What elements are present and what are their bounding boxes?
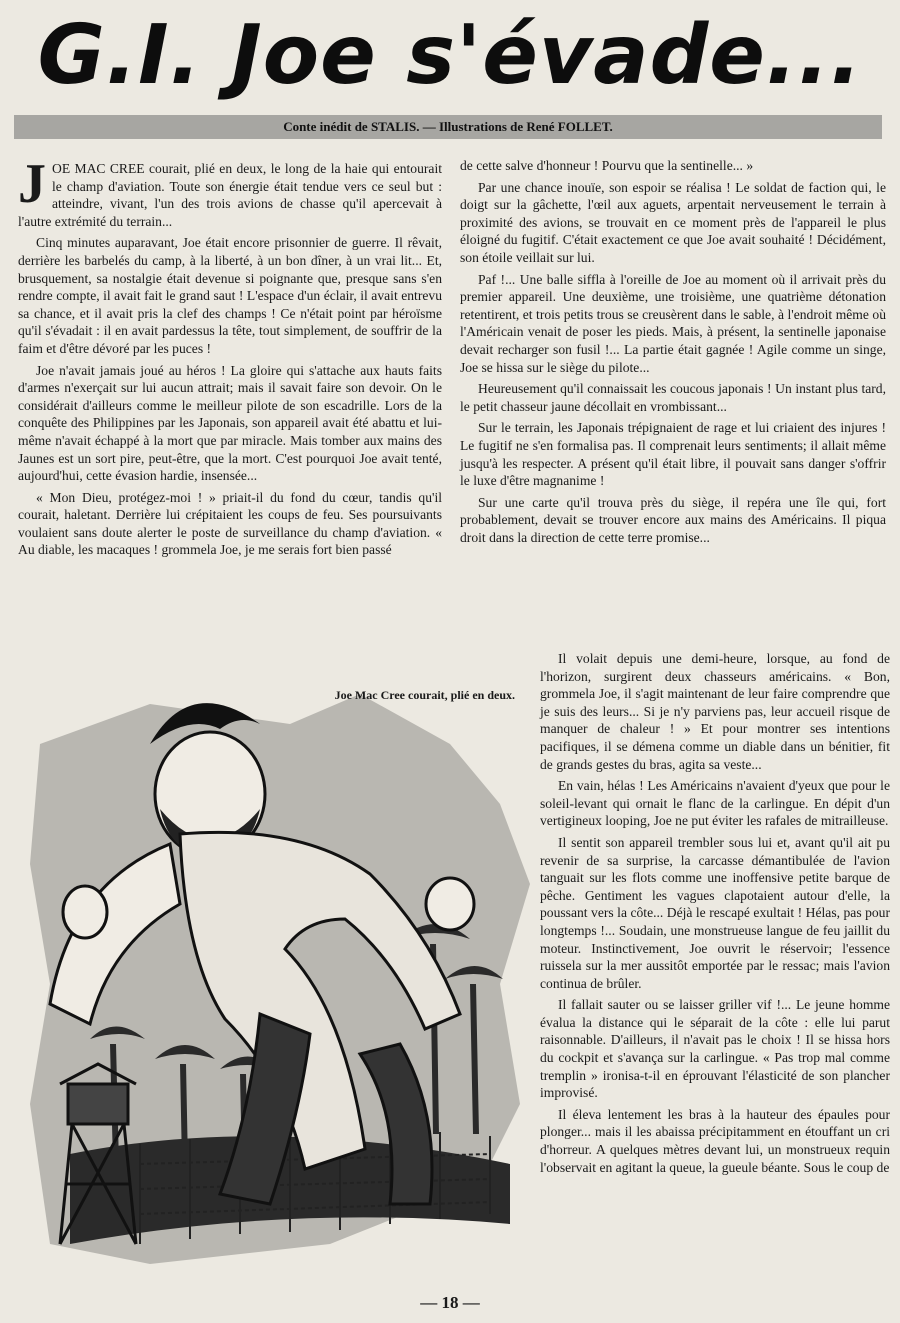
story-title: G.I. Joe s'évade... (37, 8, 863, 103)
paragraph: de cette salve d'honneur ! Pourvu que la sentinelle... » (460, 158, 754, 173)
illustration-caption: Joe Mac Cree courait, plié en deux. (334, 688, 515, 702)
paragraph: Sur le terrain, les Japonais trépignaient de rage et lui criaient des injures ! Le fugitif ne s'en formalisa pas. Il comprenait leurs sentiments; il allait même jusqu'à les respecter. A présent qu'il était libre, il pouvait sans danger s'offrir le luxe d'être magnanime ! (460, 420, 886, 489)
paragraph: Il sentit son appareil trembler sous lui et, avant qu'il ait pu revenir de sa surprise, la carcasse démantibulée de l'avion tanguait sur les flots comme une inoffensive petite barque de pêche. Gentiment les vagues clapotaient autour d'elle, la poussant vers la côte... Déjà le rescapé exultait ! Hélas, pas pour longtemps !... Soudain, une monstrueuse langue de feu jaillit du moteur. Instinctivement, Joe ouvrit le réservoir; l'essence ruissela sur la mer aussitôt emportée par le ressac; mais l'avion continua de brûler. (540, 834, 890, 991)
right-column-top (460, 157, 886, 550)
right-column-bottom (540, 650, 890, 1180)
credits-bar: Conte inédit de STALIS. — Illustrations de René FOLLET. (14, 115, 882, 139)
paragraph: Paf !... Une balle siffla à l'oreille de Joe au moment où il arrivait près du premier appareil. Une deuxième, une troisième, une quatrième détonation retentirent, et trois petits trous se creusèrent dans le sable, à l'endroit même où l'Américain venait de poser les pieds. Mais, à présent, la sentinelle japonaise devait recharger son fusil !... La partie était gagnée ! Agile comme un singe, Joe se hissa sur le siège du pilote... (460, 271, 886, 375)
paragraph: « Mon Dieu, protégez-moi ! » priait-il du fond du cœur, tandis qu'il courait, haletant. Derrière lui crépitaient les coups de feu. Ses poursuivants voulaient sans doute alerter le poste de surveillance du champ d'aviation. « Au diable, les macaques ! grommela Joe, je me serais fort bien passé (18, 489, 442, 558)
paragraph: Par une chance inouïe, son espoir se réalisa ! Le soldat de faction qui, le doigt sur la gâchette, l'œil aux aguets, arpentait nerveusement le terrain à proximité des avions, se trouvait en ce moment près de l'appareil le plus éloigné du fugitif. C'était exactement ce que Joe avait souhaité ! Décidément, son étoile veillait sur lui. (460, 179, 886, 265)
paragraph-text: OE MAC CREE courait, plié en deux, le long de la haie qui entourait le champ d'aviation. Toute son énergie était tendue vers ce seul but : atteindre, vivant, l'un des trois avions de chasse qu'il apercevait à l'autre extrémité du terrain... (18, 161, 442, 229)
paragraph: En vain, hélas ! Les Américains n'avaient d'yeux que pour le soleil-levant qui ornait le flanc de la carlingue. En dépit d'un vertigineux looping, Joe ne put éviter les rafales de mitrailleuse. (540, 778, 890, 829)
paragraph: Il fallait sauter ou se laisser griller vif !... Le jeune homme évalua la distance qui le séparait de la côte : elle lui parut raisonnable. D'ailleurs, il n'avait pas le choix ! Il se hissa hors du cockpit et s'avança sur la carlingue. « Pas trop mal comme tremplin » ironisa-t-il en éprouvant l'élasticité de son plancher improvisé. (540, 997, 890, 1101)
paragraph: Cinq minutes auparavant, Joe était encore prisonnier de guerre. Il rêvait, derrière les barbelés du camp, à la liberté, à un bon dîner, à un vrai lit... Et, brusquement, sa nostalgie était devenue si poignante que, presque sans s'en rendre compte, il avait fait le grand saut ! L'espace d'un éclair, il avait entrevu sa chance, et il avait pris la clef des champs ! Ce n'était point par héroïsme qu'il s'évadait : il en avait pardessus la tête, tout simplement, de souffrir de la faim et d'être dévoré par les puces ! (18, 235, 442, 356)
paragraph (18, 153, 442, 230)
drop-cap: J (18, 153, 46, 215)
paragraph: Il volait depuis une demi-heure, lorsque, au fond de l'horizon, surgirent deux chasseurs américains. « Bon, grommela Joe, il s'agit maintenant de leur faire comprendre que je suis des leurs... Si je n'y parviens pas, leur accueil risque de manquer de chaleur ! » Et pour montrer ses intentions pacifiques, il se démena comme un diable dans un bénitier, fit de grands gestes du bras, agita sa veste... (540, 651, 890, 772)
paragraph: Heureusement qu'il connaissait les coucous japonais ! Un instant plus tard, le petit chasseur jaune décollait en vrombissant... (460, 381, 886, 414)
paragraph: Il éleva lentement les bras à la hauteur des épaules pour plonger... mais il les abaissa précipitamment en étouffant un cri d'horreur. A quelques mètres devant lui, un monstrueux requin l'observait en agitant la queue, la gueule béante. Sous le coup de (540, 1106, 890, 1175)
paragraph: Sur une carte qu'il trouva près du siège, il repéra une île qui, fort probablement, devait se trouver encore aux mains des Américains. Il piqua droit dans la direction de cette terre promise... (460, 494, 886, 545)
page-number: — 18 — (420, 1293, 480, 1312)
running-man-illustration (30, 684, 535, 1274)
paragraph: Joe n'avait jamais joué au héros ! La gloire qui s'attache aux hauts faits d'armes n'exerçait sur lui aucun attrait; mais il savait faire son devoir. On le considérait d'ailleurs comme le meilleur pilote de son escadrille. Lors de la conquête des Philippines par les Japonais, son appareil avait été abattu et lui-même n'avait échappé à la mort que par miracle. Mais tomber aux mains des Jaunes est un sort pire, peut-être, que la mort. C'est pourquoi Joe avait tenté, aujourd'hui, cette évasion hardie, insensée... (18, 362, 442, 484)
left-column (18, 153, 442, 563)
